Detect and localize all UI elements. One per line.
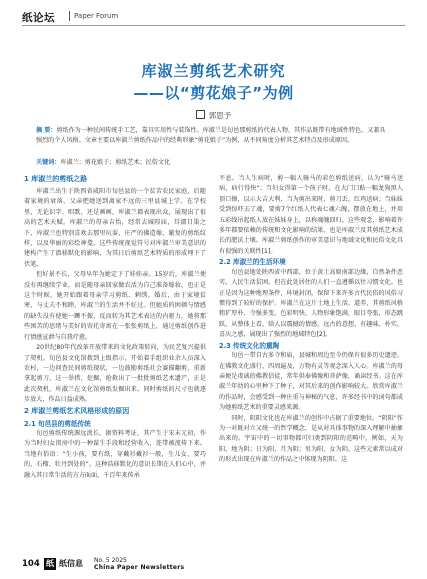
body-paragraph: 20世纪80年代改革开放带来的文化政策转向，为民艺复兴提供了契机。旬邑县文化馆拨到上级指示，开始着手组织业余人员深入农村，一边问查民间剪纸现状，一边鼓励剪纸社会赛描翻剪，重新拿起剪刀，这一举措，挖掘、抢救出了一批批剪纸艺术遗产，正是此次契机，库淑兰在文化馆剪纸发掘出来，同时剪纸的尺寸也就逐步放大，作品日益成熟。	[24, 344, 206, 404]
journal-name-cn: 纸信息	[59, 559, 83, 568]
journal-name-en: China Paper Newsletters	[94, 564, 185, 571]
body-paragraph: 同时，阴阳文化也在库淑兰的创作中占据了重要地位。“阴阳”作为一对既对立又统一的哲学概念，是从对具体事物的深入理解中抽象出来的。宇宙中的一切事物都可归类到阴阳的范畴中，例如，天为阳，地为阴；日为阳，月为阴；男为阳，女为阴。这些元素常以成对的形式出现在库淑兰的作品之中体现为阴阳。这	[219, 414, 403, 464]
body-paragraph: 但好景不长，父母早年为她定下了娃娃亲。15岁后，库淑兰便没有再继续学业，而是随母亲回家做农活为自己准备嫁妆，也正是这个时候，她开始跟着母亲学习剪纸、刺绣。婚后，由于家境贫寒，与丈夫不和睦，库淑兰的生活并不好过。但她质的困顿与情感的缺失没有使她一蹶不振，反而转为其艺术表达的内驱力，她将那些困苦的思绪与美好的寄托寄寓在一张张剪纸上，通过剪纸创作进行情感宣泄与自我疗愈。	[24, 271, 206, 341]
keywords	[36, 158, 388, 168]
column-name-en: Paper Forum	[74, 12, 119, 20]
abstract	[36, 126, 388, 147]
left-column	[24, 174, 206, 481]
subsection-heading: 2.1 旬邑县的剪纸传统	[24, 419, 91, 428]
body-paragraph: 不息。当人生病时，剪一幅人骑马的彩色剪纸送病，认为“骑马送病，病行得快”；当妇女得第一个孩子时，在大门口贴一幅龙狗黑人顶口擦，以示大吉大利，当为剪出来时，剪刀丢，红鸡送病；当妹妹受到惊吓去了魂，要剪7个红纸人代表七魂六魄，摆放在地上，并用五彩线吊起纸人放在妹妹身上，以称魂魄回归。这些观念，影响着许多年都要依赖的传统和文化影响的结果，也是库淑兰及其剪纸艺术成长的肥沃土壤。库淑兰剪纸创作的审美意识与地域文化和民俗文化具有很强的关联性[1]。	[219, 175, 403, 255]
header-rule	[22, 25, 405, 26]
article-subtitle: ——以“剪花娘子”为例	[133, 84, 294, 102]
issue-number: No. 5 2025	[94, 557, 127, 564]
header-separator	[69, 11, 70, 21]
running-header	[22, 8, 405, 26]
body-paragraph: 旬邑一带自古多寺和庙，县城和周边至今仍保有很多历史遗迹。在佛教文化盛行，四周遍及，万物有灵等观念深入人心。库淑兰的母亲便是虔诚的佛教信徒，常年供奉佛像和菩萨像，诵读经书。这在库淑兰年幼的心里种下了种子，对其后来的创作影响较大。欣赏库淑兰的作品时，会感受到一种庄重与神秘的气息，许多经书中的词句都成为她剪纸艺术的重要灵感来源。	[219, 352, 403, 412]
section-heading: 2 库淑兰剪纸艺术风格形成的原因	[24, 406, 130, 415]
article-title: 库淑兰剪纸艺术研究	[141, 62, 286, 80]
author-line	[0, 110, 427, 121]
column-name: 纸论坛	[22, 12, 55, 24]
right-column	[219, 174, 403, 466]
body-paragraph: 旬邑剪纸传统源远流长，据资料考证，其产生于宋末元初，作为当时妇女闺房中的一种谋生手段和经营收入，连带被流传下来。当地有俗语：“生小孩，要有纸，穿戴衫戴衫一般，生儿女，要巧的，石榴、牡丹到处的”。这种浩移默化的意识长期在人们心中，并融入其日常生活的方方面面，千百年来传承	[24, 430, 206, 479]
body-paragraph: 库淑兰出生于陕西省咸阳市旬邑县的一个贫苦农民家庭，后随着家境的衰落，父亲把她送到离家不远的三里县城上学。在学校里，无论识字、唱歌、还是画画，库淑兰都表现出众，展现出了很高的艺术天赋。库淑兰的母亲吉怡，经常去城隍庙，耳濡目染之下，库淑兰也特别喜欢去那里玩耍，庄严的佛造像、繁复的剪纸纹样，以及华丽的彩绘神龛，这些传统视觉符号对库淑兰审美意识的建构产生了潜移默化的影响，为其日后剪纸艺术特质的形成埋下了伏笔。	[24, 188, 206, 268]
author-name: 郭思予	[208, 111, 232, 120]
author-box-icon	[196, 110, 205, 119]
subsection-heading: 2.2 库淑兰的生活环境	[219, 258, 286, 267]
abstract-label: 摘 要：	[36, 127, 57, 134]
journal-logo-icon: 纸	[46, 559, 54, 568]
page-footer	[22, 558, 405, 572]
body-paragraph: 旬邑县地处陕西省中西部，位于黄土高原南部边缘，自然条件恶劣，人民生活贫困，但在此处居住的人们一直遵循以往习惯文化。也正是因为这种地理条件，环境封闭，保留下来许多古代民俗的风俗习惯得到了较好的保护。库淑兰在这片土地上生活、道养，其剪纸风格粗犷厚朴、令强多变、色彩明快，人物形象饱满，眼目夸张，形态跳跃，从整体上看，给人以震撼的情感，远古的意想、有趣味、朴实，喜庆之感，展现出了强烈的地域特色[2]。	[219, 268, 403, 339]
page-number: 104	[22, 559, 40, 569]
section-heading: 1 库淑兰的剪纸之路	[24, 175, 88, 183]
keywords-label: 关键词：	[36, 159, 61, 166]
abstract-text: 剪纸作为一种民间传统手工艺，靠具实用性与装饰性。库淑兰是旬邑那剪纸的代表人物，其作品既带有地域性特色，又兼具强烈的个人风格。文章主要以库淑兰剪纸作品中的经典形象“剪花娘子”为例，从不同角度分析其艺术特点及形成原因。	[36, 127, 386, 145]
keywords-text: 库淑兰；剪花娘子；剪纸艺术；民俗文化	[60, 159, 171, 166]
subsection-heading: 2.3 传统文化的熏陶	[219, 341, 280, 350]
